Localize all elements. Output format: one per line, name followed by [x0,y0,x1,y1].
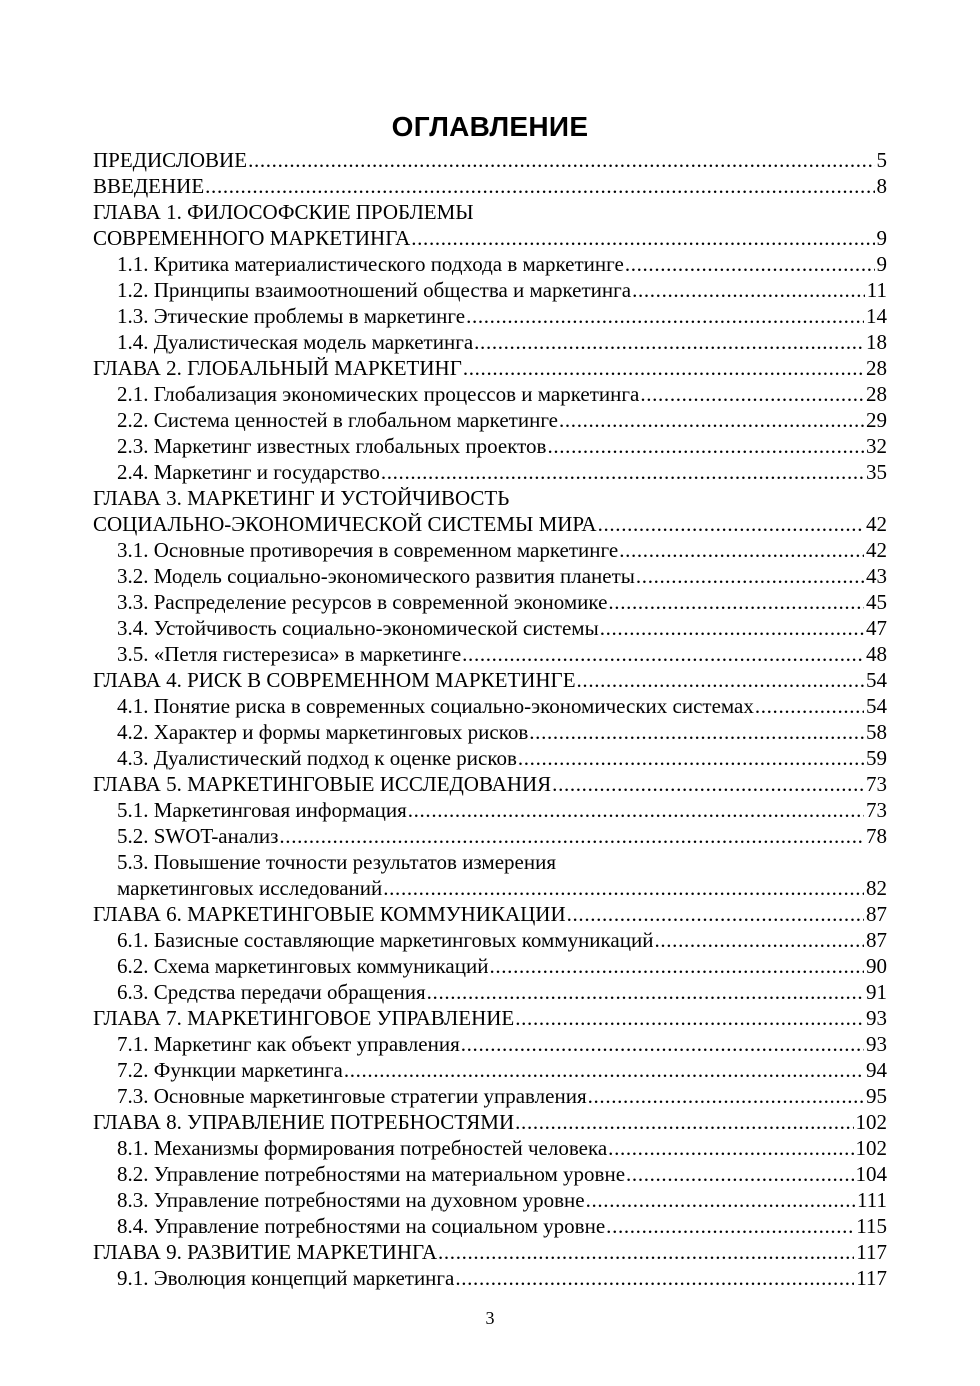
dot-leader [559,407,864,433]
toc-entry-page: 58 [866,720,887,744]
toc-entry-page: 78 [866,824,887,848]
dot-leader [381,459,864,485]
toc-entry [93,589,887,615]
toc-entry-title: 7.2. Функции маркетинга [117,1058,343,1082]
dot-leader [518,745,864,771]
toc-entry-page: 28 [866,382,887,406]
toc-entry-page: 45 [866,590,887,614]
dot-leader [383,875,864,901]
toc-entry [93,563,887,589]
toc-entry-title: ГЛАВА 7. МАРКЕТИНГОВОЕ УПРАВЛЕНИЕ [93,1006,515,1030]
toc-entry-page: 5 [876,148,887,172]
toc-entry-title: ГЛАВА 4. РИСК В СОВРЕМЕННОМ МАРКЕТИНГЕ [93,668,576,692]
dot-leader [408,797,864,823]
toc-entry-page: 54 [866,668,887,692]
toc-entry-title: СОВРЕМЕННОГО МАРКЕТИНГА [93,226,411,250]
toc-entry-title: 5.1. Маркетинговая информация [117,798,407,822]
toc-entry [93,381,887,407]
toc-entry-title: 3.5. «Петля гистерезиса» в маркетинге [117,642,462,666]
toc-entry-title: 5.2. SWOT-анализ [117,824,279,848]
dot-leader [279,823,864,849]
toc-entry-page: 111 [857,1188,887,1212]
toc-entry-page: 93 [866,1032,887,1056]
toc-entry-page: 90 [866,954,887,978]
dot-leader [515,1005,864,1031]
toc-entry [93,1057,887,1083]
toc-entry-page: 73 [866,798,887,822]
dot-leader [606,1213,854,1239]
toc-entry-title: ГЛАВА 2. ГЛОБАЛЬНЫЙ МАРКЕТИНГ [93,356,462,380]
toc-entry-page: 94 [866,1058,887,1082]
dot-leader [588,1083,864,1109]
dot-leader [755,693,864,719]
toc-entry-page: 14 [866,304,887,328]
dot-leader [463,355,864,381]
toc-entry [93,1031,887,1057]
dot-leader [619,537,864,563]
dot-leader [547,433,864,459]
dot-leader [600,615,864,641]
toc-entry [93,719,887,745]
toc-entry [93,1083,887,1109]
dot-leader [466,303,864,329]
toc-entry-title: 7.1. Маркетинг как объект управления [117,1032,460,1056]
toc-entry-title: 1.3. Этические проблемы в маркетинге [117,304,466,328]
toc-entry-title: 1.4. Дуалистическая модель маркетинга [117,330,474,354]
dot-leader [632,277,865,303]
dot-leader [205,173,874,199]
toc-entry-title: 8.3. Управление потребностями на духовном уровне [117,1188,585,1212]
toc-entry-page: 9 [876,252,887,276]
toc-entry-page: 102 [855,1136,887,1160]
dot-leader [626,1161,853,1187]
toc-entry [93,355,887,381]
toc-entry-title: 3.4. Устойчивость социально-экономической системы [117,616,599,640]
toc-entry-page: 54 [866,694,887,718]
toc-entry-page: 117 [856,1240,887,1264]
toc-entry [93,771,887,797]
dot-leader [567,901,864,927]
toc-entry [93,303,887,329]
toc-entry-page: 102 [855,1110,887,1134]
dot-leader [608,1135,853,1161]
dot-leader [636,563,864,589]
toc-entry-page: 87 [866,902,887,926]
toc-entry [93,459,887,485]
toc-entry [93,199,887,251]
toc-entry-title: СОЦИАЛЬНО-ЭКОНОМИЧЕСКОЙ СИСТЕМЫ МИРА [93,512,597,536]
toc-entry-title: ГЛАВА 5. МАРКЕТИНГОВЫЕ ИССЛЕДОВАНИЯ [93,772,552,796]
toc-entry-title: 2.1. Глобализация экономических процессов и маркетинга [117,382,640,406]
toc-entry [93,407,887,433]
toc-entry-page: 42 [866,538,887,562]
toc-entry-page: 35 [866,460,887,484]
dot-leader [625,251,875,277]
dot-leader [427,979,864,1005]
toc-entry-page: 95 [866,1084,887,1108]
toc-entry [93,1187,887,1213]
toc-entry-title: 4.3. Дуалистический подход к оценке рисков [117,746,517,770]
toc-entry-title: 2.4. Маркетинг и государство [117,460,380,484]
toc-entry-title: ГЛАВА 9. РАЗВИТИЕ МАРКЕТИНГА [93,1240,437,1264]
toc-entry [93,433,887,459]
toc-entry [93,485,887,537]
toc-entry-page: 93 [866,1006,887,1030]
toc-entry [93,745,887,771]
toc-entry-page: 32 [866,434,887,458]
table-of-contents [93,147,887,1291]
dot-leader [577,667,864,693]
toc-entry-title: 3.1. Основные противоречия в современном маркетинге [117,538,619,562]
toc-entry-title: 8.1. Механизмы формирования потребностей человека [117,1136,608,1160]
toc-entry [93,979,887,1005]
toc-entry [93,823,887,849]
toc-entry-title: ГЛАВА 8. УПРАВЛЕНИЕ ПОТРЕБНОСТЯМИ [93,1110,515,1134]
toc-entry [93,1265,887,1291]
dot-leader [344,1057,864,1083]
toc-entry-page: 73 [866,772,887,796]
toc-entry [93,927,887,953]
toc-entry-title: маркетинговых исследований [117,876,383,900]
dot-leader [455,1265,854,1291]
toc-entry-title: 7.3. Основные маркетинговые стратегии управления [117,1084,587,1108]
toc-entry-title: ВВЕДЕНИЕ [93,174,205,198]
toc-entry-title: 8.2. Управление потребностями на материальном уровне [117,1162,626,1186]
toc-entry [93,849,887,901]
dot-leader [248,147,874,173]
toc-entry-title: 4.1. Понятие риска в современных социально-экономических системах [117,694,754,718]
toc-entry-page: 87 [866,928,887,952]
toc-entry-page: 8 [876,174,887,198]
toc-entry-page: 42 [866,512,887,536]
toc-entry-title: 3.2. Модель социально-экономического развития планеты [117,564,635,588]
toc-entry-page: 91 [866,980,887,1004]
toc-entry [93,1005,887,1031]
toc-entry-page: 28 [866,356,887,380]
toc-entry [93,1135,887,1161]
toc-entry [93,1161,887,1187]
toc-entry-title: ГЛАВА 6. МАРКЕТИНГОВЫЕ КОММУНИКАЦИИ [93,902,566,926]
toc-entry-title: 6.3. Средства передачи обращения [117,980,426,1004]
toc-entry-page: 59 [866,746,887,770]
toc-entry [93,147,887,173]
toc-entry-title-line1: ГЛАВА 3. МАРКЕТИНГ И УСТОЙЧИВОСТЬ [93,486,510,510]
toc-entry-title-line1: 5.3. Повышение точности результатов измерения [117,850,556,874]
toc-entry-title-line1: ГЛАВА 1. ФИЛОСОФСКИЕ ПРОБЛЕМЫ [93,200,474,224]
toc-entry-title: 9.1. Эволюция концепций маркетинга [117,1266,455,1290]
toc-entry-page: 115 [856,1214,887,1238]
dot-leader [608,589,864,615]
dot-leader [586,1187,855,1213]
dot-leader [640,381,864,407]
toc-entry-page: 11 [866,278,887,302]
toc-entry-page: 43 [866,564,887,588]
toc-entry [93,901,887,927]
toc-entry [93,251,887,277]
toc-entry-title: 1.2. Принципы взаимоотношений общества и маркетинга [117,278,632,302]
toc-entry-page: 117 [856,1266,887,1290]
dot-leader [461,1031,864,1057]
toc-entry-page: 48 [866,642,887,666]
dot-leader [654,927,864,953]
toc-entry-title: 6.1. Базисные составляющие маркетинговых коммуникаций [117,928,654,952]
toc-entry-page: 29 [866,408,887,432]
toc-entry [93,1213,887,1239]
dot-leader [515,1109,853,1135]
toc-entry [93,667,887,693]
dot-leader [489,953,864,979]
toc-entry [93,615,887,641]
dot-leader [529,719,864,745]
toc-entry-page: 82 [866,876,887,900]
dot-leader [411,225,874,251]
dot-leader [474,329,864,355]
toc-entry-title: ПРЕДИСЛОВИЕ [93,148,248,172]
toc-entry-title: 4.2. Характер и формы маркетинговых рисков [117,720,529,744]
dot-leader [598,511,864,537]
toc-entry-title: 8.4. Управление потребностями на социальном уровне [117,1214,606,1238]
page-title: ОГЛАВЛЕНИЕ [391,110,589,142]
toc-entry-title: 6.2. Схема маркетинговых коммуникаций [117,954,489,978]
page-number: 3 [485,1308,495,1328]
dot-leader [552,771,864,797]
toc-entry-title: 2.3. Маркетинг известных глобальных проектов [117,434,547,458]
toc-entry-page: 18 [866,330,887,354]
toc-entry [93,641,887,667]
toc-entry-title: 3.3. Распределение ресурсов в современной экономике [117,590,608,614]
toc-entry [93,537,887,563]
toc-entry-page: 47 [866,616,887,640]
dot-leader [462,641,864,667]
toc-entry [93,1239,887,1265]
toc-entry [93,797,887,823]
toc-entry [93,1109,887,1135]
toc-entry [93,173,887,199]
toc-entry-page: 104 [855,1162,887,1186]
dot-leader [438,1239,854,1265]
toc-entry-title: 2.2. Система ценностей в глобальном маркетинге [117,408,558,432]
toc-entry-title: 1.1. Критика материалистического подхода в маркетинге [117,252,624,276]
toc-entry [93,277,887,303]
toc-entry [93,693,887,719]
toc-entry [93,953,887,979]
toc-entry [93,329,887,355]
toc-entry-page: 9 [876,226,887,250]
